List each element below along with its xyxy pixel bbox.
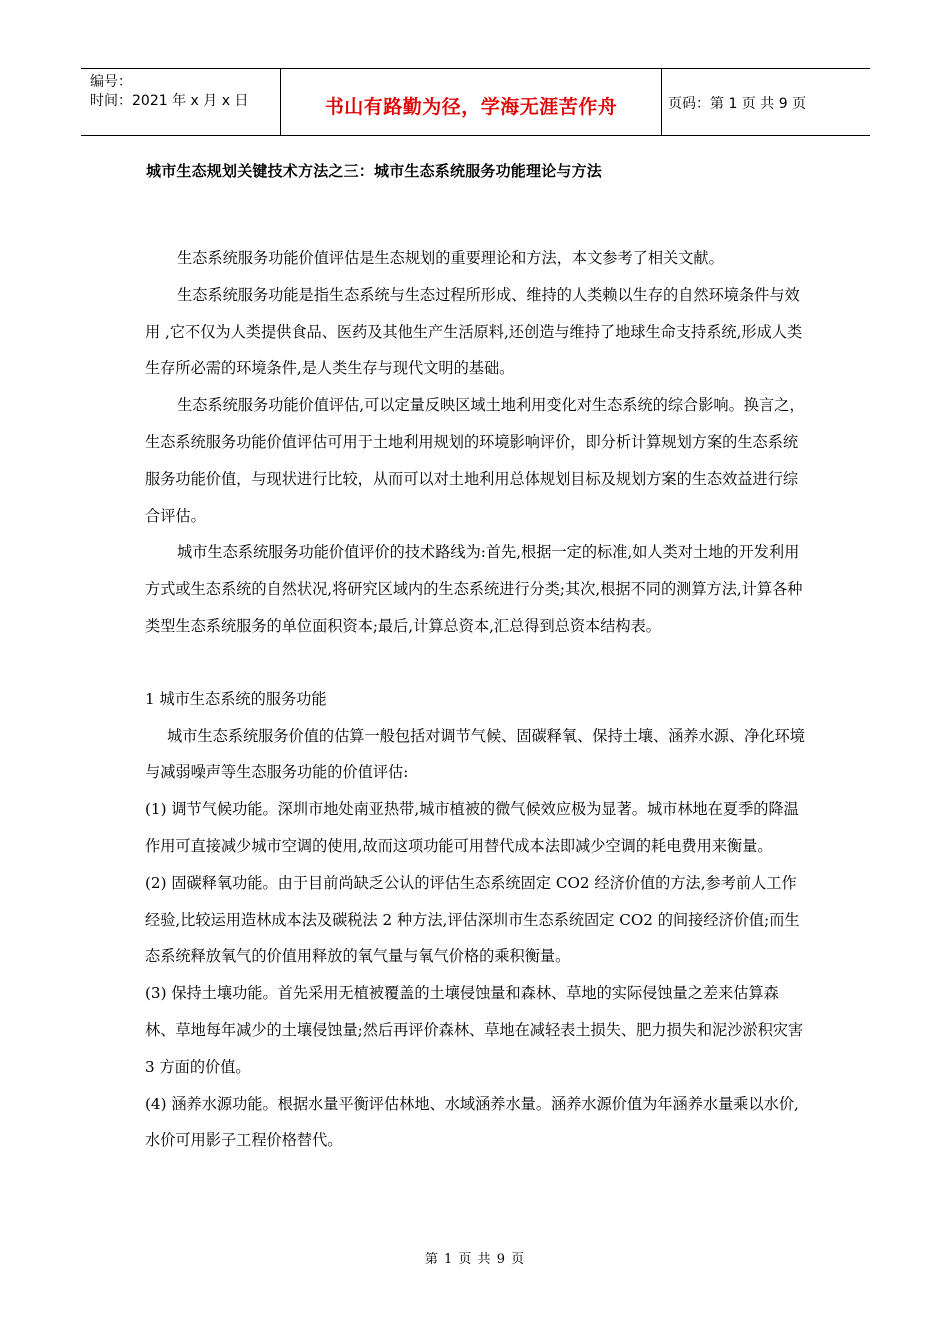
list-item: (1) 调节气候功能。深圳市地处南亚热带,城市植被的微气候效应极为显著。城市林地在夏季的降温作用可直接减少城市空调的使用,故而这项功能可用替代成本法即减少空调的耗电费用来衡量。 xyxy=(145,800,799,855)
list-item: (2) 固碳释氧功能。由于目前尚缺乏公认的评估生态系统固定 CO2 经济价值的方法,参考前人工作经验,比较运用造林成本法及碳税法 2 种方法,评估深圳市生态系统固定 CO2 的间接经济价值;而生态系统释放氧气的价值用释放的氧气量与氧气价格的乘积衡量。 xyxy=(145,873,800,966)
section-heading: 1 城市生态系统的服务功能 xyxy=(145,689,327,708)
list-item: (3) 保持土壤功能。首先采用无植被覆盖的土壤侵蚀量和森林、草地的实际侵蚀量之差来估算森林、草地每年减少的土壤侵蚀量;然后再评价森林、草地在减轻表土损失、肥力损失和泥沙淤积灾害 3 方面的价值。 xyxy=(145,984,804,1076)
document-date-label: 时间：2021 年 x 月 x 日 xyxy=(90,93,249,109)
body-paragraph: 生态系统服务功能价值评估是生态规划的重要理论和方法，本文参考了相关文献。 xyxy=(177,249,724,267)
document-header xyxy=(81,68,870,136)
header-meta-cell xyxy=(81,69,281,135)
page-footer: 第 1 页 共 9 页 xyxy=(424,1252,526,1267)
document-body xyxy=(145,240,805,1159)
document-title: 城市生态规划关键技术方法之三：城市生态系统服务功能理论与方法 xyxy=(146,162,603,180)
header-page-info: 页码：第 1 页 共 9 页 xyxy=(668,96,807,112)
document-number-label: 编号： xyxy=(90,74,132,90)
section-intro: 城市生态系统服务价值的估算一般包括对调节气候、固碳释氧、保持土壤、涵养水源、净化环境与减弱噪声等生态服务功能的价值评估: xyxy=(145,726,805,782)
list-item: (4) 涵养水源功能。根据水量平衡评估林地、水域涵养水量。涵养水源价值为年涵养水量乘以水价,水价可用影子工程价格替代。 xyxy=(145,1094,799,1150)
header-page-cell xyxy=(662,69,870,135)
header-motto: 书山有路勤为径，学海无涯苦作舟 xyxy=(324,95,618,118)
body-paragraph: 生态系统服务功能是指生态系统与生态过程所形成、维持的人类赖以生存的自然环境条件与效用 ,它不仅为人类提供食品、医药及其他生产生活原料,还创造与维持了地球生命支持系统,形成人类生存所必需的环境条件,是人类生存与现代文明的基础。 xyxy=(145,285,803,378)
body-paragraph: 生态系统服务功能价值评估,可以定量反映区域土地利用变化对生态系统的综合影响。换言之，生态系统服务功能价值评估可用于土地利用规划的环境影响评价，即分析计算规划方案的生态系统服务功能价值，与现状进行比较，从而可以对土地利用总体规划目标及规划方案的生态效益进行综合评估。 xyxy=(145,396,805,525)
body-paragraph: 城市生态系统服务功能价值评价的技术路线为:首先,根据一定的标准,如人类对土地的开发利用方式或生态系统的自然状况,将研究区域内的生态系统进行分类;其次,根据不同的测算方法,计算各种类型生态系统服务的单位面积资本;最后,计算总资本,汇总得到总资本结构表。 xyxy=(145,543,803,635)
header-motto-cell xyxy=(281,69,662,135)
